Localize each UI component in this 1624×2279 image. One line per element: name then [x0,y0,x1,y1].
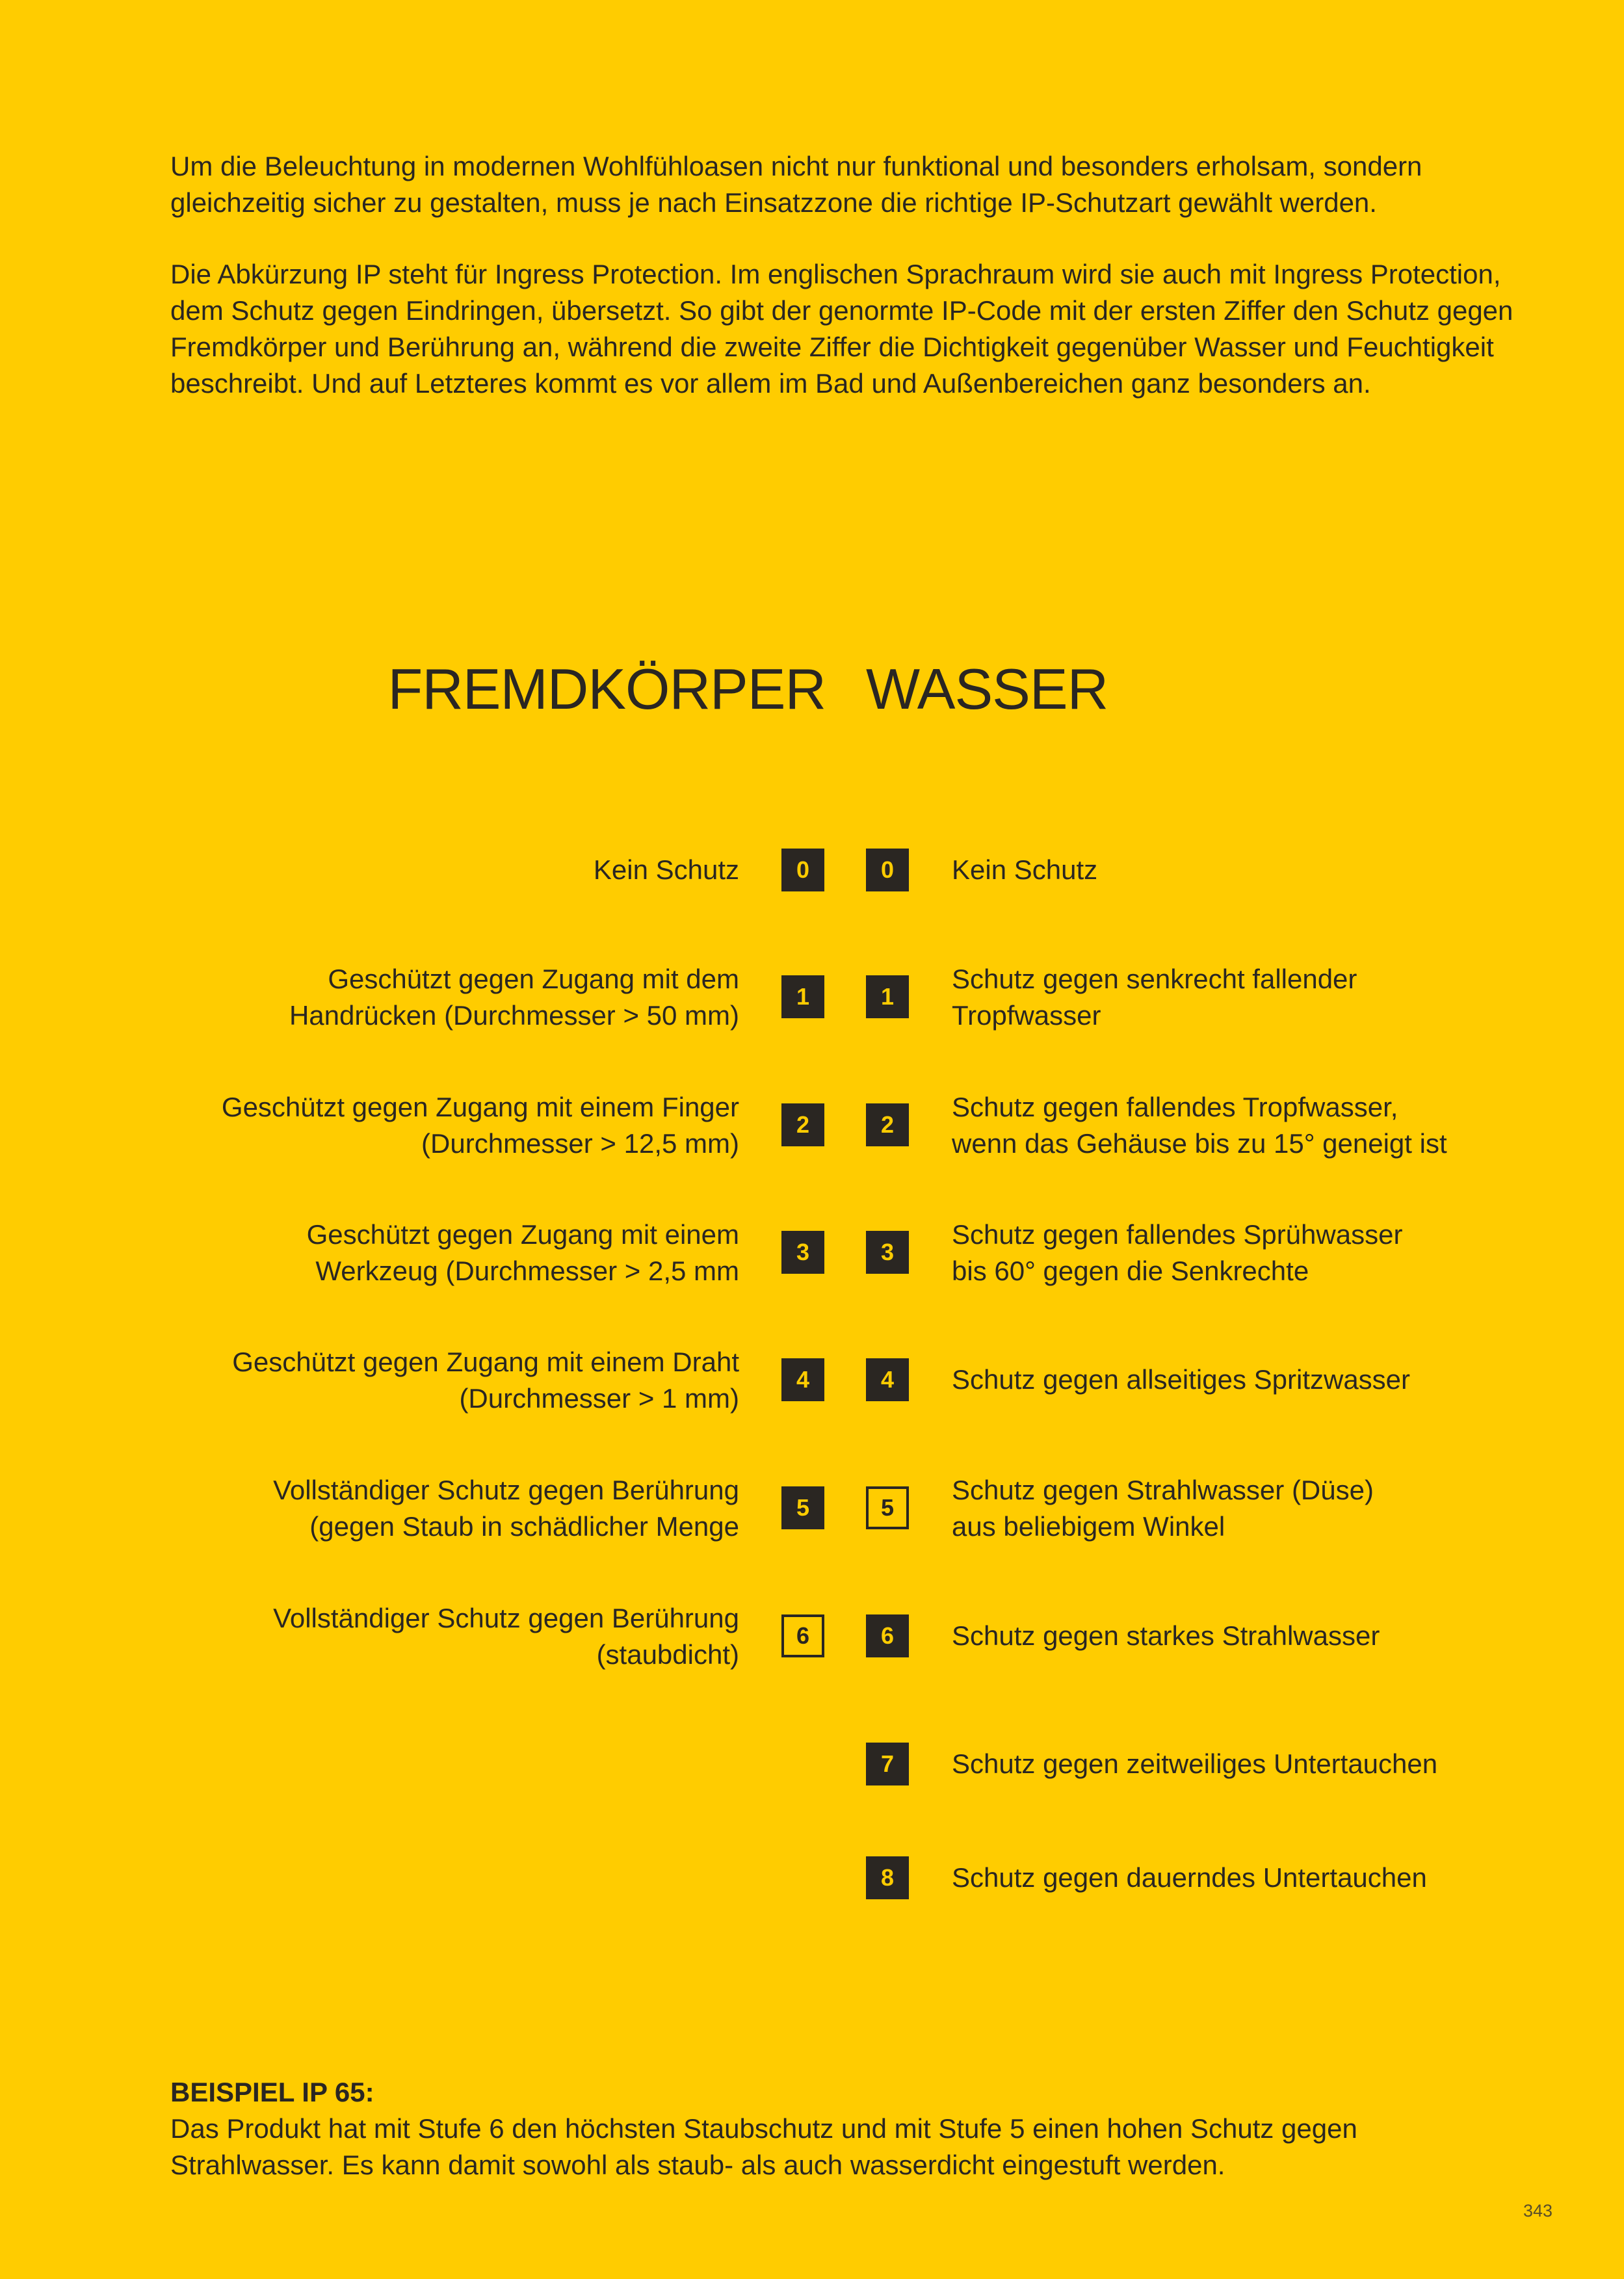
wasser-description [952,1860,1569,1896]
wasser-description [952,1746,1569,1782]
description-line: Schutz gegen dauerndes Untertauchen [952,1862,1427,1893]
fremdkoerper-description [89,1472,739,1545]
description-line: Schutz gegen zeitweiliges Untertauchen [952,1748,1438,1779]
fremdkoerper-description [89,852,739,888]
wasser-description [952,961,1569,1034]
description-line: Geschützt gegen Zugang mit dem [328,964,739,994]
fremdkoerper-description [89,961,739,1034]
description-line: Schutz gegen starkes Strahlwasser [952,1620,1380,1651]
example-title: BEISPIEL IP 65: [170,2077,374,2107]
description-line: (gegen Staub in schädlicher Menge [309,1511,739,1542]
description-line: Geschützt gegen Zugang mit einem Finger [221,1092,739,1122]
heading-wasser: WASSER [866,657,1108,721]
description-line: (Durchmesser > 12,5 mm) [421,1128,739,1159]
wasser-code-badge: 6 [866,1614,909,1657]
fremdkoerper-code-badge: 4 [781,1358,824,1401]
fremdkoerper-code-badge-highlighted: 6 [781,1614,824,1657]
example-line-1: Das Produkt hat mit Stufe 6 den höchsten Staubschutz und mit Stufe 5 einen hohen Schutz gegen [170,2113,1357,2144]
wasser-code-badge: 4 [866,1358,909,1401]
description-line: (Durchmesser > 1 mm) [459,1383,739,1414]
intro-text [170,148,1536,437]
intro-paragraph-1: Um die Beleuchtung in modernen Wohlfühloasen nicht nur funktional und besonders erholsam, sondern gleichzeitig sicher zu gestalten, muss je nach Einsatzzone die richtige IP-Schutzart gewählt werden. [170,151,1422,218]
description-line: Schutz gegen senkrecht fallender [952,964,1357,994]
description-line: Vollständiger Schutz gegen Berührung [273,1603,739,1633]
wasser-description [952,1217,1569,1289]
description-line: Geschützt gegen Zugang mit einem Draht [232,1347,739,1377]
example-line-2: Strahlwasser. Es kann damit sowohl als staub- als auch wasserdicht eingestuft werden. [170,2150,1225,2180]
fremdkoerper-code-badge: 5 [781,1486,824,1529]
description-line: Werkzeug (Durchmesser > 2,5 mm [315,1256,739,1286]
fremdkoerper-code-badge: 2 [781,1103,824,1146]
description-line: aus beliebigem Winkel [952,1511,1225,1542]
wasser-code-badge: 0 [866,849,909,891]
description-line: Kein Schutz [593,854,739,885]
description-line: Schutz gegen Strahlwasser (Düse) [952,1475,1374,1505]
wasser-description [952,1362,1569,1398]
wasser-description [952,1618,1569,1654]
wasser-code-badge: 1 [866,975,909,1018]
wasser-description [952,852,1569,888]
page-number: 343 [1523,2201,1552,2220]
example-section [170,2074,1536,2183]
description-line: Geschützt gegen Zugang mit einem [306,1219,739,1250]
wasser-description [952,1472,1569,1545]
wasser-description [952,1089,1569,1162]
description-line: Kein Schutz [952,854,1098,885]
intro-paragraph-2: Die Abkürzung IP steht für Ingress Protection. Im englischen Sprachraum wird sie auch mit Ingress Protection, dem Schutz gegen Eindringen, übersetzt. So gibt der genormte IP-Code mit der ersten Ziffer den Schutz gegen Fremdkörper und Berührung an, während die zweite Ziffer die Dichtigkeit gegenüber Wasser und Feuchtigkeit beschreibt. Und auf Letzteres kommt es vor allem im Bad und Außenbereichen ganz besonders an. [170,259,1513,399]
fremdkoerper-description [89,1217,739,1289]
fremdkoerper-description [89,1600,739,1673]
description-line: wenn das Gehäuse bis zu 15° geneigt ist [952,1128,1447,1159]
description-line: Schutz gegen allseitiges Spritzwasser [952,1364,1411,1395]
description-line: Schutz gegen fallendes Sprühwasser [952,1219,1403,1250]
fremdkoerper-code-badge: 1 [781,975,824,1018]
wasser-code-badge-highlighted: 5 [866,1486,909,1529]
heading-fremdkoerper: FREMDKÖRPER [387,657,826,721]
description-line: Handrücken (Durchmesser > 50 mm) [289,1000,739,1031]
description-line: (staubdicht) [596,1639,739,1670]
fremdkoerper-code-badge: 3 [781,1231,824,1274]
description-line: Schutz gegen fallendes Tropfwasser, [952,1092,1398,1122]
description-line: Vollständiger Schutz gegen Berührung [273,1475,739,1505]
description-line: Tropfwasser [952,1000,1101,1031]
fremdkoerper-description [89,1344,739,1417]
wasser-code-badge: 7 [866,1743,909,1785]
wasser-code-badge: 2 [866,1103,909,1146]
wasser-code-badge: 8 [866,1856,909,1899]
wasser-code-badge: 3 [866,1231,909,1274]
description-line: bis 60° gegen die Senkrechte [952,1256,1309,1286]
fremdkoerper-code-badge: 0 [781,849,824,891]
fremdkoerper-description [89,1089,739,1162]
